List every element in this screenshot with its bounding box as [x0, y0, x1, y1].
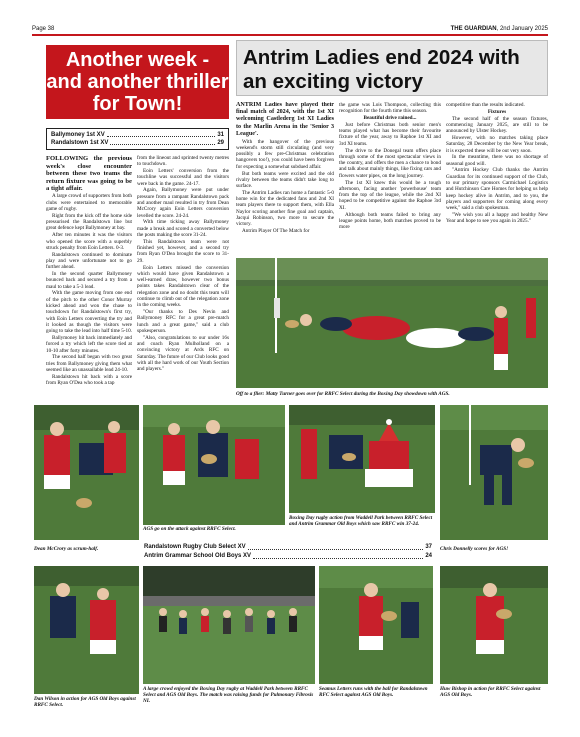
body-paragraph: The second half began with two great tries from Ballymoney giving them what seemed like an unassailable lead 24-10.	[46, 354, 132, 373]
body-paragraph: In the second quarter Ballymoney bounced back and secured a try from a maul to take a 5-3 lead.	[46, 271, 132, 290]
body-paragraph: With time ticking away Ballymoney made a break and scored a converted below the posts making the score 31-24.	[137, 219, 229, 239]
body-paragraph: the game was Lois Thompson, collecting this recognition for the fourth time this season.	[339, 102, 441, 115]
body-paragraph: Eoin Letters' conversion from the touchline was successful and the visitors were back in the game. 24-17.	[137, 168, 229, 187]
body-paragraph: But both teams were excited and the old rivalry between the teams didn't take long to surface.	[236, 170, 334, 190]
body-paragraph: Just before Christmas both senior men's teams played what has become their favourite fixture of the year, away to Raphoe 1st XI and 3rd XI teams.	[339, 121, 441, 147]
boxing-day-caption: Boxing Day rugby action from Waddell Park between RRFC Select and Antrim Grammar Old Boys which saw RRFC win 37-24.	[289, 515, 433, 527]
wilson-photo	[34, 566, 139, 694]
body-paragraph: With the game moving from one end of the pitch to the other Conor Murray kicked ahead and won the chase to touchdown for Randalstown's first try, with Eoin Letters converting the try and it looked as though the visitors were going to take the lead into half time 5-10.	[46, 290, 132, 335]
dot-leader	[253, 552, 423, 559]
body-paragraph: Randalstown continued to dominate play and were unfortunate not to go further ahead.	[46, 251, 132, 271]
page-number: Page 38	[32, 25, 55, 32]
score-team: Ballymoney 1st XV	[51, 132, 105, 138]
boxing-day-photo	[289, 405, 435, 513]
result-row	[144, 543, 432, 552]
issue-date: 2nd January 2025	[499, 25, 548, 32]
scrum-photo	[34, 405, 139, 540]
body-paragraph: Ballymoney hit back immediately and forced a try which left the score tied at 10-10 after forty minutes.	[46, 335, 132, 354]
body-paragraph: Eoin Letters missed the conversion which would have given Randalstown a well-earned draw, however two bonus points takes Randalstown clear of the relegation zone and no doubt this team will continue to climb out of the relegation zone in the coming weeks.	[137, 264, 229, 309]
connolly-caption: Chris Donnelly scores for AGS!	[440, 546, 509, 552]
right-story-col3	[446, 102, 548, 252]
result-score: 37	[425, 544, 432, 550]
letters-caption: Seamus Letters runs with the ball for Randalstown RFC Select against AGS Old Boys.	[319, 686, 428, 698]
body-paragraph: This Randalstown team were not finished yet, however, and a second try from Ryan O'Dea brought the score to 31-29.	[137, 238, 229, 264]
body-paragraph: With the hangover of the previous weekend's storm still circulating (and very possibly a few pre-Christmas celebration hangovers too!), you could have been forgiven for expecting a somewhat subdued affair.	[236, 138, 334, 170]
bishop-caption: Huw Bishop in action for RRFC Select against AGS Old Boys.	[440, 686, 541, 698]
body-paragraph: After ten minutes it was the visitors who opened the score with a superbly struck penalty from Eoin Letters. 0-3.	[46, 232, 132, 251]
body-paragraph: competitive than the results indicated.	[446, 102, 525, 108]
attack-caption: AGS go on the attack against RRFC Select.	[143, 526, 236, 532]
score-value: 29	[217, 140, 224, 146]
body-paragraph: The drive to the Donegal team offers place through some of the most spectacular views in the country, and offers the men a chance to bond and talk about mainly things, like fixing cars and flowers water pipes, on the long journey.	[339, 147, 441, 179]
right-story-col1	[236, 102, 334, 252]
subheading: Beautiful drive rained...	[363, 115, 417, 122]
paper-name: THE GUARDIAN	[450, 25, 497, 32]
score-value: 31	[217, 132, 224, 138]
result-row	[144, 552, 432, 561]
body-paragraph: The second half of the season fixtures, commencing January 2025, are still to be announced by Ulster Hockey.	[446, 115, 548, 135]
body-paragraph: Randalstown hit back with a score from Ryan O'Dea who took a tap	[46, 373, 132, 387]
scrum-caption: Dean McCrory as scrum-half.	[34, 546, 99, 552]
paper-date: THE GUARDIAN, 2nd January 2025	[450, 25, 548, 32]
main-try-photo	[236, 258, 548, 388]
body-paragraph: However, with no matches taking place Saturday, 28 December by the New Year break, it is expected these will be out very soon.	[446, 134, 548, 154]
left-headline: Another week - and another thriller for Town!	[46, 45, 229, 119]
result-team: Randalstown Rugby Club Select XV	[144, 544, 246, 550]
bishop-photo	[440, 566, 548, 684]
left-score-box	[46, 128, 229, 150]
right-headline: Antrim Ladies end 2024 with an exciting victory	[236, 40, 548, 96]
body-paragraph: ANTRIM Ladies have played their final match of 2024, with the 1st XI welcoming Castlederg 1st XI Ladies to the Marlin Arena in the 'Senior 3 League'.	[236, 102, 334, 137]
crowd-photo	[143, 566, 315, 684]
wilson-caption: Dan Wilson in action for AGS Old Boys against RRFC Select.	[34, 696, 136, 708]
body-paragraph: Antrim Player Of The Match for	[242, 228, 310, 235]
page-header	[32, 24, 548, 33]
body-paragraph: Again, Ballymoney were put under pressure from a rampant Randalstown pack and another maul resulted in try from Dean McCrory again Eoin Letters conversion levelled the score. 24-24.	[137, 187, 229, 219]
score-team: Randalstown 1st XV	[51, 140, 109, 146]
result-score: 24	[425, 553, 432, 559]
body-paragraph: The 1st XI knew this would be a tough afternoon, facing another 'powerhouse' team from the top of the league, while the 2nd XI hoped to be competitive against the Raphoe 3rd XI.	[339, 179, 441, 211]
body-paragraph: "We wish you all a happy and healthy New Year and hope to see you again in 2025."	[446, 212, 548, 225]
score-row	[51, 131, 224, 139]
letters-photo	[319, 566, 433, 684]
body-paragraph: FOLLOWING the previous week's close encounter between these two teams the return fixture was going to be a tight affair.	[46, 155, 132, 193]
header-rule	[32, 34, 548, 36]
body-paragraph: "Antrim Hockey Club thanks the Antrim Guardian for its continued support of the Club, to our primary sponsors Carmichael Logistics and Hutchinson Care Homes for helping us help keep hockey alive in Antrim, and to you, the players and supporters for coming along every week," said a club spokesman.	[446, 167, 548, 212]
body-paragraph: Although both teams failed to bring any league points home, both matches proved to be more	[339, 211, 441, 231]
results-box	[144, 543, 432, 562]
dot-leader	[107, 131, 216, 137]
body-paragraph: "Our thanks to Des Nevin and Ballymoney RFC for a great pre-match lunch and a great game," said a club spokesperson.	[137, 309, 229, 335]
main-photo-caption: Off to a flier: Matty Turner goes over for RRFC Select during the Boxing Day showdown with AGS.	[236, 391, 450, 397]
body-paragraph: The Antrim Ladies ran home a fantastic 5-0 home win for the dedicated fans and 2nd XI team players there to support them, with Ella Naylor scoring another fine goal and captain, Jacqui Robinson, two more to secure the victory.	[236, 189, 334, 228]
right-story-col2	[339, 102, 441, 252]
crowd-caption: A large crowd enjoyed the Boxing Day rugby at Waddell Park between RRFC Select and AGS Old Boys. The match was raising funds for Pulmonary Fibrosis NI.	[143, 686, 314, 704]
body-paragraph: A large crowd of supporters from both clubs were entertained to memorable game of rugby.	[46, 193, 132, 213]
result-team: Antrim Grammar School Old Boys XV	[144, 553, 252, 559]
body-paragraph: Right from the kick off the home side pressurised the Randalstown line but great defence kept Ballymoney at bay.	[46, 212, 132, 232]
body-paragraph: from the lineout and sprinted twenty metres to touchdown.	[137, 155, 229, 168]
body-paragraph: In the meantime, there was no shortage of seasonal good will.	[446, 154, 548, 167]
left-story-col2	[137, 155, 229, 423]
dot-leader	[248, 543, 424, 550]
left-story-col1	[46, 155, 132, 423]
subheading: Fixtures	[487, 108, 507, 115]
body-paragraph: "Also, congratulations to our under 16s and coach Ryan Mulholland on a convincing victory at Ards RFC on Saturday. The future of our Club looks good with all the hard work of our Youth Section and players."	[137, 334, 229, 373]
connolly-photo	[440, 405, 548, 540]
attack-photo	[143, 405, 285, 525]
score-row	[51, 139, 224, 147]
dot-leader	[110, 139, 215, 145]
